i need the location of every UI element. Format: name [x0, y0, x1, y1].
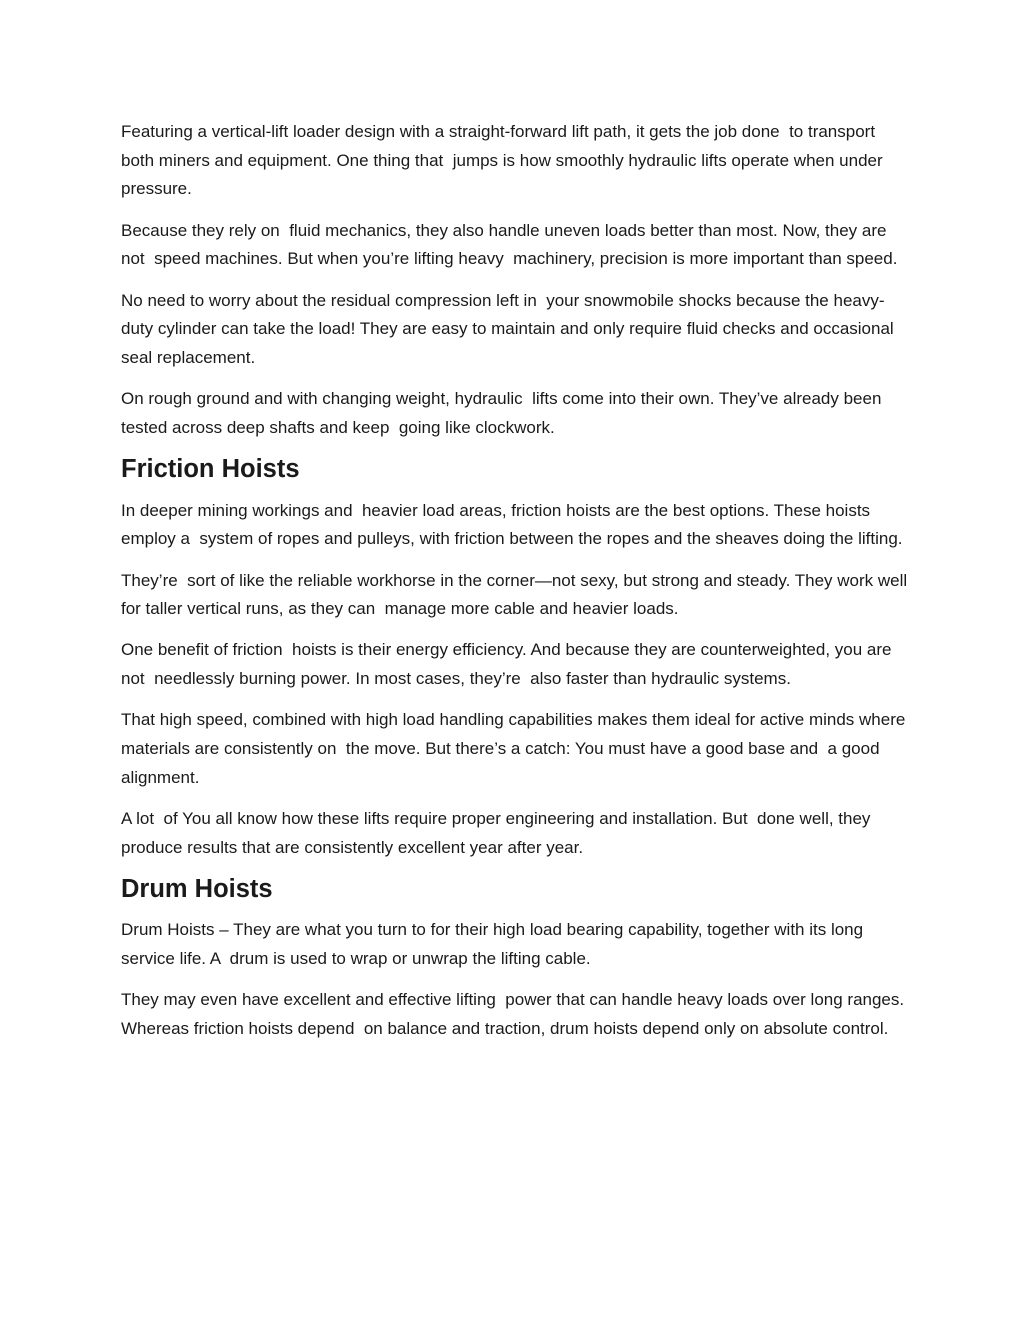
- paragraph-friction-intro: In deeper mining workings and heavier load areas, friction hoists are the best options. These hoists employ a system of ropes and pulleys, with friction between the ropes and the sheaves doing the lifting.: [121, 500, 903, 549]
- paragraph-energy-efficiency: One benefit of friction hoists is their energy efficiency. And because they are counterweighted, you are not needlessly burning power. In most cases, they’re also faster than hydraulic systems.: [121, 640, 897, 689]
- paragraph-high-speed: That high speed, combined with high load handling capabilities makes them ideal for active minds where materials are consistently on the move. But there’s a catch: You must have a good base and a good alignment.: [121, 710, 911, 787]
- paragraph-drum-intro: Drum Hoists – They are what you turn to for their high load bearing capability, together with its long service life. A drum is used to wrap or unwrap the lifting cable.: [121, 920, 868, 969]
- paragraph-hydraulic-intro: Featuring a vertical-lift loader design with a straight-forward lift path, it gets the job done to transport both miners and equipment. One thing that jumps is how smoothly hydraulic lifts operate when under pressure.: [121, 122, 888, 199]
- paragraph-fluid-mechanics: Because they rely on fluid mechanics, they also handle uneven loads better than most. Now, they are not speed machines. But when you’re lifting heavy machinery, precision is more important than speed.: [121, 220, 898, 269]
- paragraph-residual-compression: No need to worry about the residual compression left in your snowmobile shocks because the heavy-duty cylinder can take the load! They are easy to maintain and only require fluid checks and occasional seal replacement.: [121, 290, 904, 367]
- paragraph-workhorse: They’re sort of like the reliable workhorse in the corner—not sexy, but strong and steady. They work well for taller vertical runs, as they can manage more cable and heavier loads.: [121, 570, 912, 619]
- document-page: [121, 118, 911, 1056]
- heading-friction-hoists: Friction Hoists: [121, 455, 300, 484]
- heading-drum-hoists: Drum Hoists: [121, 875, 273, 904]
- paragraph-drum-power: They may even have excellent and effective lifting power that can handle heavy loads over long ranges. Whereas friction hoists depend on balance and traction, drum hoists depend only on absolute control.: [121, 990, 909, 1038]
- paragraph-rough-ground: On rough ground and with changing weight, hydraulic lifts come into their own. They’ve already been tested across deep shafts and keep going like clockwork.: [121, 389, 887, 437]
- paragraph-engineering: A lot of You all know how these lifts require proper engineering and installation. But done well, they produce results that are consistently excellent year after year.: [121, 809, 876, 857]
